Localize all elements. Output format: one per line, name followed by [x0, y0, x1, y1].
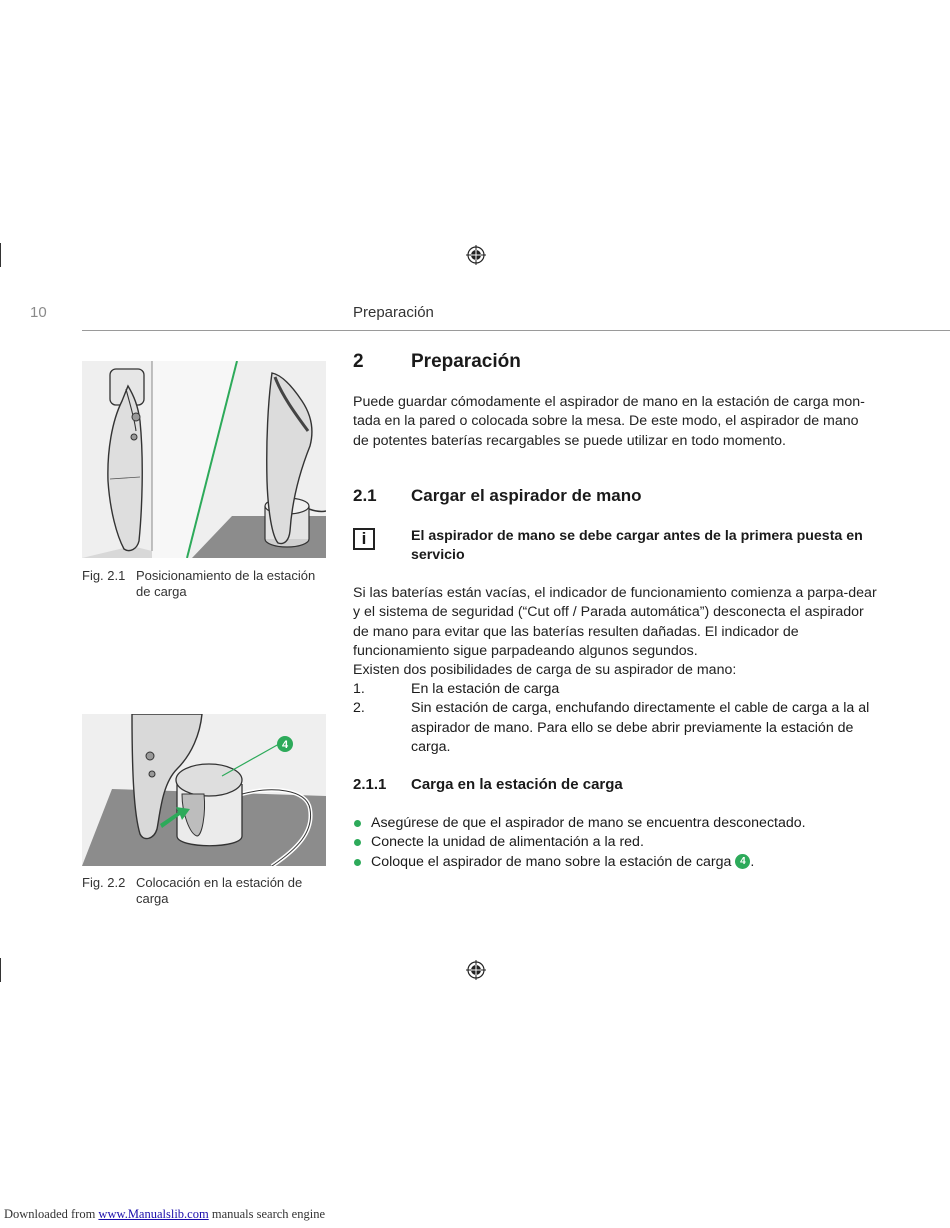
charging-options-list: [353, 680, 878, 757]
figure-number: Fig. 2.1: [82, 568, 126, 583]
registration-mark-top-icon: [466, 245, 486, 265]
charging-steps-list: [353, 814, 878, 872]
bullet-icon: [353, 814, 371, 833]
subsection-number: 2.1: [353, 486, 377, 505]
bullet-icon: [353, 853, 371, 872]
list-item: Coloque el aspirador de mano sobre la estación de carga 4 .: [353, 853, 878, 872]
subsection-heading: [353, 486, 642, 506]
info-icon: i: [353, 528, 375, 550]
manualslib-link[interactable]: www.Manualslib.com: [98, 1207, 209, 1221]
page-number: 10: [30, 304, 47, 321]
list-item: Conecte la unidad de alimentación a la red.: [353, 833, 878, 852]
bullet-icon: [353, 833, 371, 852]
subsubsection-number: 2.1.1: [353, 776, 387, 793]
figure-callout-number: 4: [281, 739, 289, 751]
figure-number: Fig. 2.2: [82, 875, 126, 890]
section-number: 2: [353, 351, 364, 372]
registration-mark-bottom-icon: [466, 960, 486, 980]
section-title: Preparación: [411, 351, 521, 372]
subsubsection-heading: [353, 776, 623, 793]
running-title: Preparación: [353, 304, 434, 321]
list-item: 2. Sin estación de carga, enchufando directamente el cable de carga a la al aspirador de mano. Para ello se debe abrir previamente la estación de carga.: [353, 700, 870, 755]
header-rule: [82, 330, 950, 331]
figure-2-1-illustration: [82, 361, 326, 558]
info-note: El aspirador de mano se debe cargar antes de la primera puesta en servicio: [411, 528, 863, 564]
section-heading: [353, 351, 521, 373]
options-intro: Existen dos posibilidades de carga de su aspirador de mano:: [353, 662, 737, 678]
figure-2-1-caption: [82, 568, 332, 600]
figure-caption-text: Posicionamiento de la estación de carga: [136, 568, 316, 599]
list-item: Asegúrese de que el aspirador de mano se encuentra desconectado.: [353, 814, 878, 833]
list-item: 1. En la estación de carga: [353, 681, 560, 697]
figure-2-2-illustration: [82, 714, 326, 866]
subsubsection-title: Carga en la estación de carga: [411, 776, 623, 793]
download-footer: Downloaded from www.Manualslib.com manuals search engine: [4, 1207, 325, 1221]
crop-mark-top: [0, 243, 1, 267]
crop-mark-bottom: [0, 958, 1, 982]
section-intro: Puede guardar cómodamente el aspirador de mano en la estación de carga mon-tada en la pared o colocada sobre la mesa. De este modo, el aspirador de mano de potentes baterías recargables se puede utilizar en todo momento.: [353, 394, 865, 449]
figure-2-2-caption: [82, 875, 332, 907]
callout-badge: 4: [735, 854, 750, 869]
subsection-body: Si las baterías están vacías, el indicador de funcionamiento comienza a parpa-dear y el sistema de seguridad (“Cut off / Parada automática”) desconecta el aspirador de mano para evitar que las baterías resulten dañadas. El indicador de funcionamiento sigue parpadeando algunos segundos.: [353, 585, 877, 659]
figure-caption-text: Colocación en la estación de carga: [136, 875, 303, 906]
subsection-title: Cargar el aspirador de mano: [411, 486, 642, 505]
